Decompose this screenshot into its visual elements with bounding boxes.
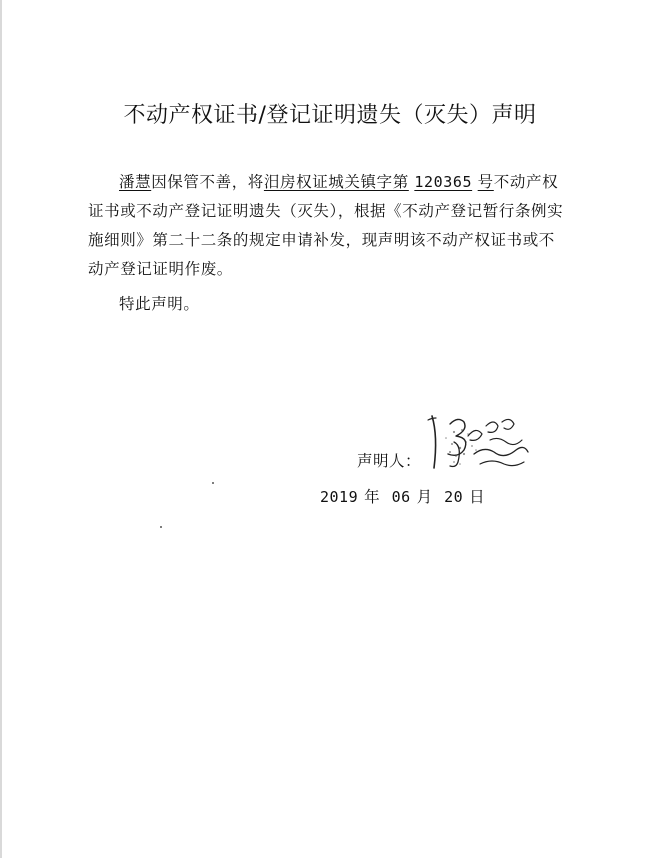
date-month-unit: 月 — [416, 488, 433, 506]
certificate-prefix: 汨房权证城关镇字第 — [263, 173, 409, 191]
statement-paragraph — [88, 168, 568, 284]
certificate-suffix: 号 — [477, 173, 494, 191]
date-day-unit: 日 — [469, 488, 486, 506]
declarant-label: 声明人： — [357, 452, 422, 470]
document-title: 不动产权证书/登记证明遗失（灭失）声明 — [123, 103, 537, 128]
date-day: 20 — [444, 488, 464, 506]
date-year-unit: 年 — [364, 488, 381, 506]
statement-lead: 因保管不善，将 — [151, 173, 264, 191]
statement-rest: 不动产权证书或不动产登记证明遗失（灭失），根据《不动产登记暂行条例实施细则》第二十二条的规定申请补发，现声明该不动产权证书或不动产登记证明作废。 — [88, 173, 564, 278]
scan-speck — [212, 482, 214, 484]
person-name: 潘慧 — [119, 173, 152, 191]
scan-speck — [160, 526, 162, 528]
signature-icon — [424, 406, 534, 478]
certificate-number: 120365 — [414, 173, 473, 191]
statement-body — [88, 168, 568, 319]
closing-paragraph: 特此声明。 — [119, 295, 200, 313]
statement-date — [320, 485, 491, 507]
date-month: 06 — [391, 488, 411, 506]
date-year: 2019 — [320, 488, 359, 506]
